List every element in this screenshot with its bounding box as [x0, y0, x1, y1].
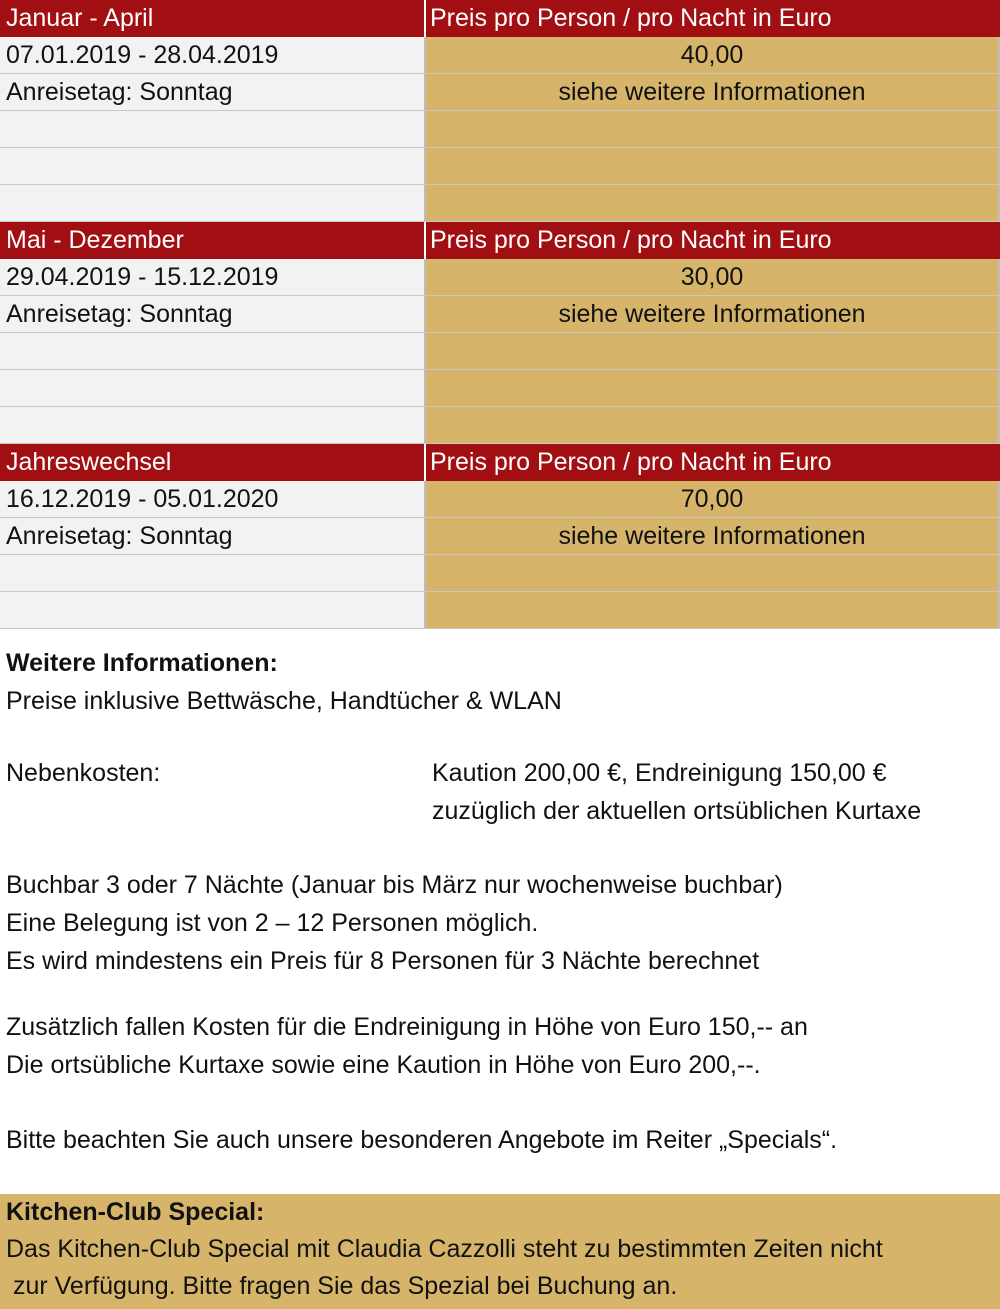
arrival-day: Anreisetag: Sonntag: [0, 74, 426, 110]
arrival-day: Anreisetag: Sonntag: [0, 518, 426, 554]
nebenkosten-label: Nebenkosten:: [6, 759, 161, 787]
empty-cell: [426, 148, 1000, 184]
price-column-header: Preis pro Person / pro Nacht in Euro: [426, 444, 1000, 481]
kitchen-club-special-box: [0, 1194, 1000, 1309]
table-row-empty: [0, 185, 1000, 222]
empty-cell: [426, 370, 1000, 406]
date-range: 29.04.2019 - 15.12.2019: [0, 259, 426, 295]
empty-cell: [0, 185, 426, 221]
nebenkosten-line: zuzüglich der aktuellen ortsüblichen Kurtaxe: [432, 797, 922, 825]
table-row-empty: [0, 370, 1000, 407]
table-row-empty: [0, 407, 1000, 444]
empty-cell: [426, 333, 1000, 369]
price-value: 40,00: [426, 37, 1000, 73]
price-column-header: Preis pro Person / pro Nacht in Euro: [426, 0, 1000, 37]
empty-cell: [426, 111, 1000, 147]
table-row-empty: [0, 555, 1000, 592]
season-label: Jahreswechsel: [0, 444, 426, 481]
table-row: [0, 37, 1000, 74]
info-reference: siehe weitere Informationen: [426, 518, 1000, 554]
price-value: 30,00: [426, 259, 1000, 295]
table-row-empty: [0, 592, 1000, 629]
table-header-row: [0, 0, 1000, 37]
empty-cell: [0, 370, 426, 406]
table-header-row: [0, 444, 1000, 481]
booking-line: Es wird mindestens ein Preis für 8 Personen für 3 Nächte berechnet: [6, 947, 760, 975]
booking-line: Eine Belegung ist von 2 – 12 Personen möglich.: [6, 909, 539, 937]
table-row: [0, 481, 1000, 518]
empty-cell: [0, 333, 426, 369]
nebenkosten-line: Kaution 200,00 €, Endreinigung 150,00 €: [432, 759, 887, 787]
empty-cell: [0, 111, 426, 147]
season-label: Januar - April: [0, 0, 426, 37]
nebenkosten-values: [432, 754, 921, 830]
special-line: Das Kitchen-Club Special mit Claudia Cazzolli steht zu bestimmten Zeiten nicht: [6, 1235, 883, 1263]
specials-note: Bitte beachten Sie auch unsere besonderen Angebote im Reiter „Specials“.: [6, 1126, 838, 1154]
empty-cell: [426, 407, 1000, 443]
empty-cell: [426, 185, 1000, 221]
booking-section: [6, 866, 996, 980]
special-heading: Kitchen-Club Special:: [6, 1198, 265, 1226]
date-range: 07.01.2019 - 28.04.2019: [0, 37, 426, 73]
arrival-day: Anreisetag: Sonntag: [0, 296, 426, 332]
table-row-empty: [0, 111, 1000, 148]
price-table: [0, 0, 1000, 629]
info-reference: siehe weitere Informationen: [426, 74, 1000, 110]
season-label: Mai - Dezember: [0, 222, 426, 259]
costs-line: Zusätzlich fallen Kosten für die Endreinigung in Höhe von Euro 150,-- an: [6, 1013, 808, 1041]
booking-line: Buchbar 3 oder 7 Nächte (Januar bis März nur wochenweise buchbar): [6, 871, 783, 899]
empty-cell: [0, 407, 426, 443]
date-range: 16.12.2019 - 05.01.2020: [0, 481, 426, 517]
table-row: [0, 296, 1000, 333]
special-line: zur Verfügung. Bitte fragen Sie das Spezial bei Buchung an.: [6, 1272, 678, 1300]
price-value: 70,00: [426, 481, 1000, 517]
empty-cell: [426, 592, 1000, 628]
table-row: [0, 259, 1000, 296]
empty-cell: [0, 592, 426, 628]
table-row: [0, 74, 1000, 111]
table-row-empty: [0, 333, 1000, 370]
table-header-row: [0, 222, 1000, 259]
empty-cell: [0, 148, 426, 184]
nebenkosten-row: [6, 754, 996, 830]
price-column-header: Preis pro Person / pro Nacht in Euro: [426, 222, 1000, 259]
inclusive-text: Preise inklusive Bettwäsche, Handtücher & WLAN: [6, 687, 562, 715]
info-reference: siehe weitere Informationen: [426, 296, 1000, 332]
table-row-empty: [0, 148, 1000, 185]
empty-cell: [0, 555, 426, 591]
nebenkosten-section: [6, 754, 996, 830]
costs-section: [6, 1008, 996, 1084]
empty-cell: [426, 555, 1000, 591]
info-heading: Weitere Informationen:: [6, 649, 278, 677]
table-row: [0, 518, 1000, 555]
info-section: [6, 644, 996, 720]
costs-line: Die ortsübliche Kurtaxe sowie eine Kaution in Höhe von Euro 200,--.: [6, 1051, 761, 1079]
specials-note-section: [6, 1121, 996, 1159]
